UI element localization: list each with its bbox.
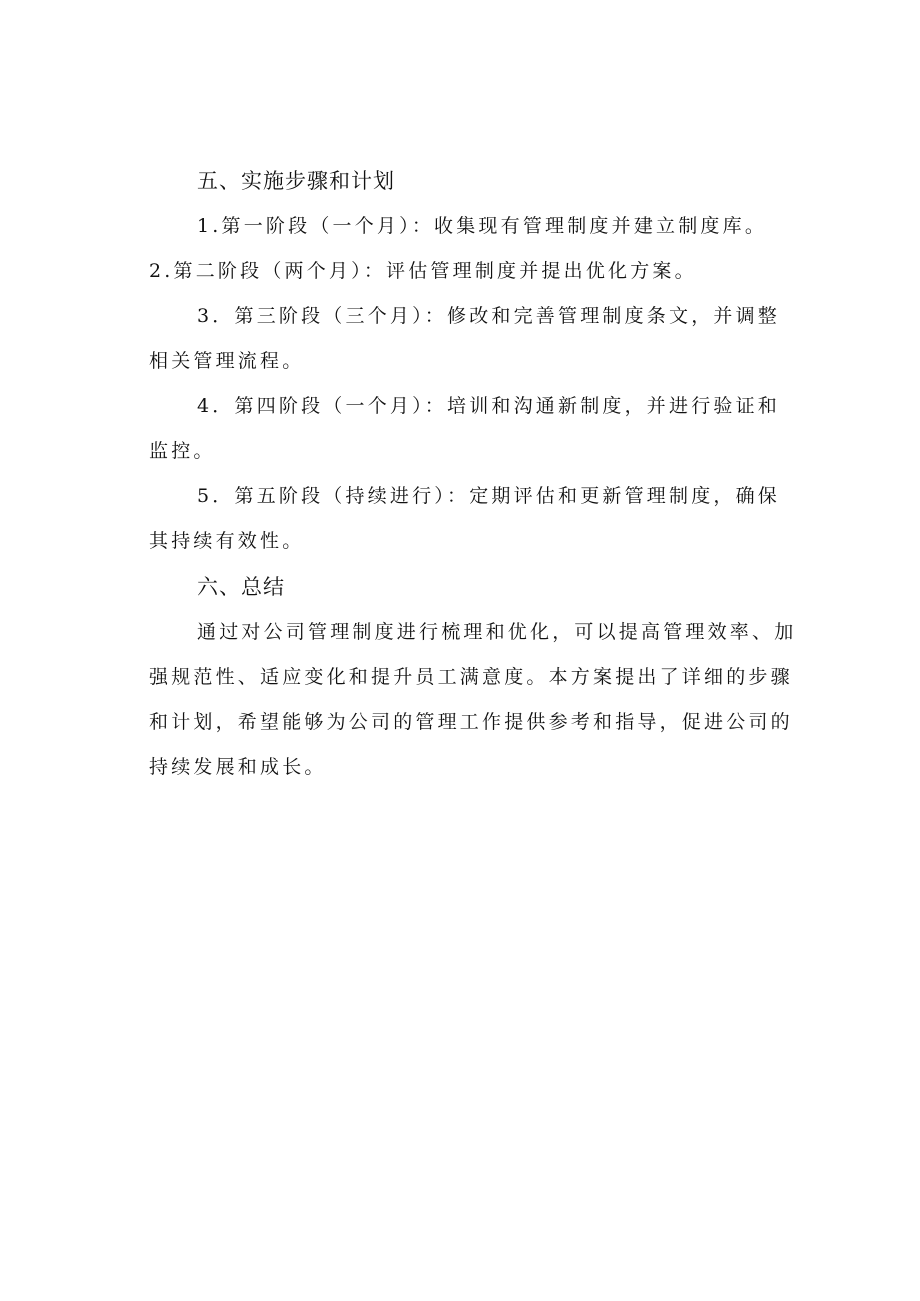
section-6-heading: 六、总结	[197, 575, 285, 599]
section-5-heading: 五、实施步骤和计划	[197, 169, 395, 193]
summary-paragraph: 通过对公司管理制度进行梳理和优化，可以提高管理效率、加强规范性、适应变化和提升员工满意度。本方案提出了详细的步骤和计划，希望能够为公司的管理工作提供参考和指导，促进公司的持续发展和成长。	[149, 621, 797, 778]
step-1-paragraph: 1.第一阶段（一个月）：收集现有管理制度并建立制度库。	[197, 215, 768, 237]
step-5-paragraph: 5．第五阶段（持续进行）：定期评估和更新管理制度，确保其持续有效性。	[149, 485, 780, 552]
step-2-paragraph: 2.第二阶段（两个月）：评估管理制度并提出优化方案。	[149, 260, 697, 282]
document-content	[149, 158, 799, 790]
step-4-paragraph: 4．第四阶段（一个月）：培训和沟通新制度，并进行验证和监控。	[149, 395, 780, 462]
step-3-paragraph: 3．第三阶段（三个月）：修改和完善管理制度条文，并调整相关管理流程。	[149, 305, 780, 372]
